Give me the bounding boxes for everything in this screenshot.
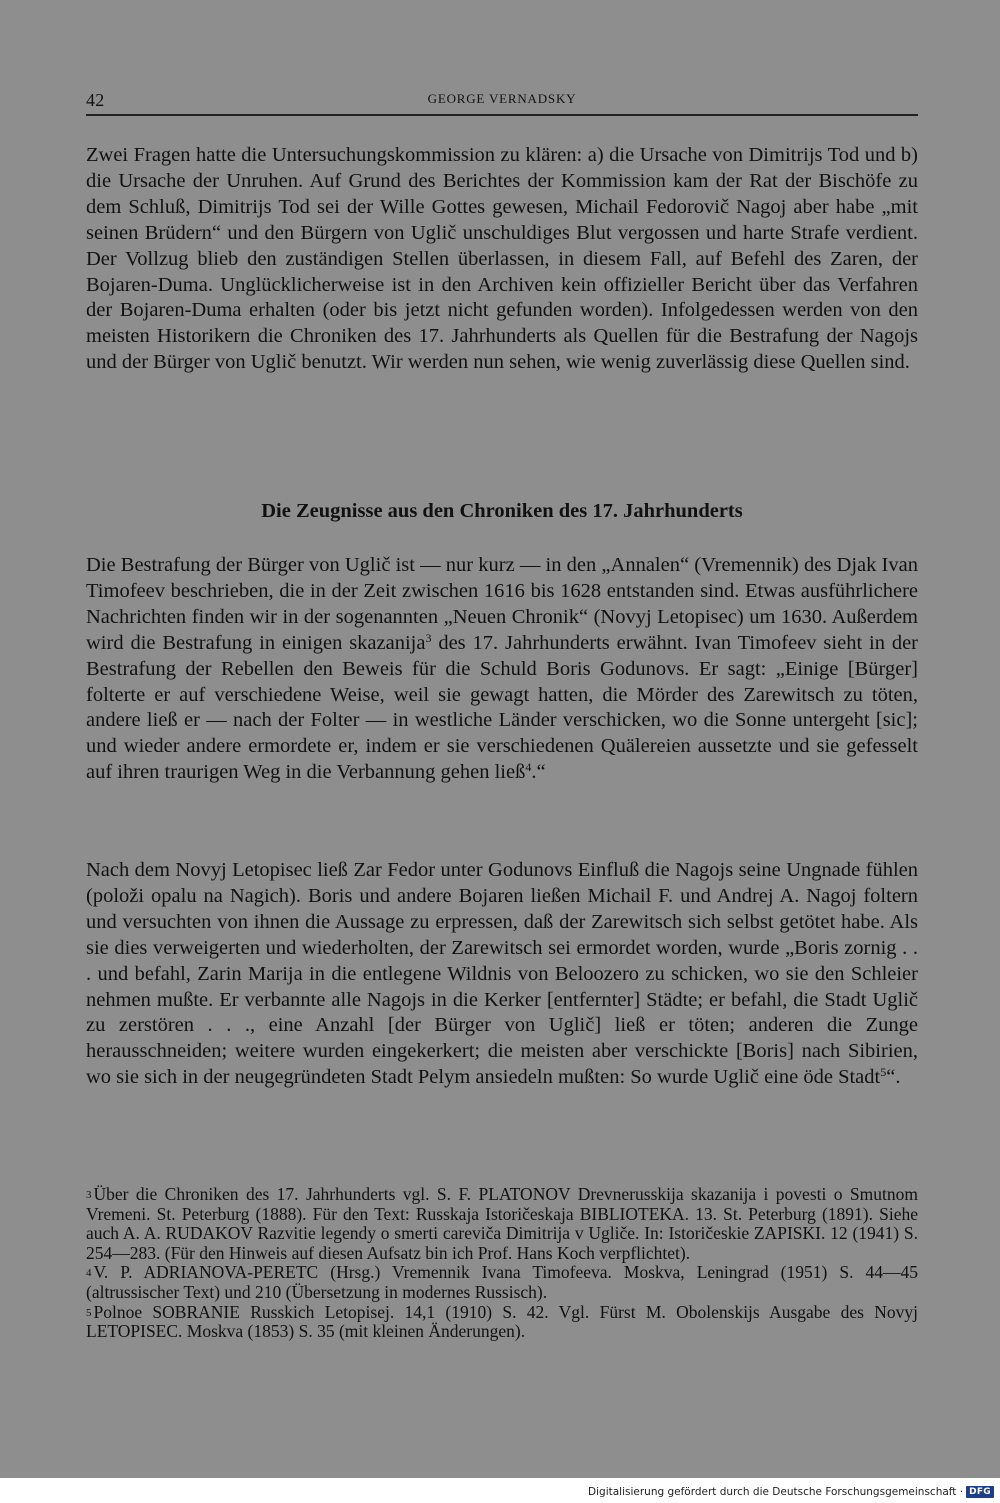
paragraph-segment: .“ (531, 761, 546, 784)
paragraph-segment: “. (886, 1066, 901, 1089)
footnote (86, 1303, 918, 1342)
footnotes (86, 1185, 918, 1342)
footnote-marker: 4 (86, 1267, 92, 1280)
footnote-marker: 5 (86, 1306, 92, 1319)
body-paragraph-2 (86, 553, 918, 786)
paragraph-segment: Die Bestrafung der Bürger von Uglič ist — nur kurz — in den „Annalen“ (Vremennik) des Djak Ivan Timofeev beschrieben, die in der Zeit zwischen 1616 bis 1628 entstanden sind. Etwas ausführlichere Nachrichten finden wir in der sogenannten „Neuen Chronik“ (Novyj Letopisec) um 1630. Außerdem wird die Bestrafung in einigen skazanija (86, 554, 918, 654)
footnote-reference: 5 (880, 1065, 887, 1080)
paragraph-segment: Nach dem Novyj Letopisec ließ Zar Fedor unter Godunovs Einfluß die Nagojs seine Ungnade fühlen (položi opalu na Nagich). Boris und andere Bojaren ließen Michail F. und Andrej A. Nagoj foltern und versuchten von ihnen die Aussage zu erpressen, daß der Zarewitsch sich selbst getötet habe. Als sie dies verweigerten und wiederholten, der Zarewitsch sei ermordet worden, wurde „Boris zornig . . . und befahl, Zarin Marija in die entlegene Wildnis von Beloozero zu schicken, wo sie den Schleier nehmen mußte. Er verbannte alle Nagojs in die Kerker [entfernter] Städte; er befahl, die Stadt Uglič zu zerstören . . ., eine Anzahl [der Bürger von Uglič] ließ er töten; anderen die Zunge herausschneiden; weitere wurden eingekerkert; die meisten aber verschickte [Boris] nach Sibirien, wo sie sich in der neugegründeten Stadt Pelym ansiedeln mußten: So wurde Uglič eine öde Stadt (86, 859, 918, 1089)
body-paragraph-1 (86, 143, 918, 376)
running-head: GEORGE VERNADSKY (427, 91, 577, 106)
paragraph-text (86, 858, 918, 1091)
body-paragraph-3 (86, 858, 918, 1091)
dfg-logo: DFG (966, 1486, 994, 1498)
footnote-text: Über die Chroniken des 17. Jahrhunderts vgl. S. F. PLATONOV Drevnerusskija skazanija i povesti o Smutnom Vremeni. St. Peterburg (1888). Für den Text: Russkaja Istoričeskaja BIBLIOTEKA. 13. St. Peterburg (1891). Siehe auch A. A. RUDAKOV Razvitie legendy o smerti careviča Dimitrija v Ugliče. In: Istoričeskie ZAPISKI. 12 (1941) S. 254—283. (Für den Hinweis auf diesen Aufsatz bin ich Prof. Hans Koch verpflichtet). (86, 1184, 918, 1263)
footnote-text: Polnoe SOBRANIE Russkich Letopisej. 14,1 (1910) S. 42. Vgl. Fürst M. Obolenskijs Ausgabe des Novyj LETOPISEC. Moskva (1853) S. 35 (mit kleinen Änderungen). (86, 1301, 918, 1342)
section-heading: Die Zeugnisse aus den Chroniken des 17. Jahrhunderts (261, 500, 743, 522)
page-number: 42 (86, 90, 105, 110)
footnote-reference: 3 (425, 630, 432, 645)
digitization-footer (588, 1484, 994, 1500)
funding-note: Digitalisierung gefördert durch die Deutsche Forschungsgemeinschaft · (588, 1486, 964, 1498)
footnote-marker: 3 (86, 1189, 92, 1201)
paragraph-text: Zwei Fragen hatte die Untersuchungskommission zu klären: a) die Ursache von Dimitrijs Tod und b) die Ursache der Unruhen. Auf Grund des Berichtes der Kommission kam der Rat der Bischöfe zu dem Schluß, Dimitrijs Tod sei der Wille Gottes gewesen, Michail Fedorovič Nagoj aber habe „mit seinen Brüdern“ und den Bürgern von Uglič unschuldiges Blut vergossen und harte Strafe verdient. Der Vollzug blieb den zuständigen Stellen überlassen, in diesem Fall, auf Befehl des Zaren, der Bojaren-Duma. Unglücklicherweise ist in den Archiven kein offizieller Bericht über das Verfahren der Bojaren-Duma erhalten (oder bis jetzt nicht gefunden worden). Infolgedessen werden von den meisten Historikern die Chroniken des 17. Jahrhunderts als Quellen für die Bestrafung der Nagojs und der Bürger von Uglič benutzt. Wir werden nun sehen, wie wenig zuverlässig diese Quellen sind. (86, 144, 918, 374)
footnote (86, 1185, 918, 1263)
footnote-text: V. P. ADRIANOVA-PERETC (Hrsg.) Vremennik Ivana Timofeeva. Moskva, Leningrad (1951) S. 44—45 (altrussischer Text) und 210 (Übersetzung in modernes Russisch). (86, 1262, 918, 1302)
footnote (86, 1263, 918, 1302)
footnote-reference: 4 (525, 760, 532, 775)
page-header (86, 88, 918, 116)
paragraph-segment: des 17. Jahrhunderts erwähnt. Ivan Timofeev sieht in der Bestrafung der Rebellen den Beweis für die Schuld Boris Godunovs. Er sagt: „Einige [Bürger] folterte er auf verschiedene Weise, weil sie gewagt hatten, die Mörder des Zarewitsch zu töten, andere ließ er — nach der Folter — in westliche Länder verschicken, wo die Sonne untergeht [sic]; und wieder andere ermordete er, indem er sie verschiedenen Quälereien aussetzte und sie gefesselt auf ihren traurigen Weg in die Verbannung gehen ließ (86, 631, 918, 784)
paragraph-text (86, 553, 918, 786)
